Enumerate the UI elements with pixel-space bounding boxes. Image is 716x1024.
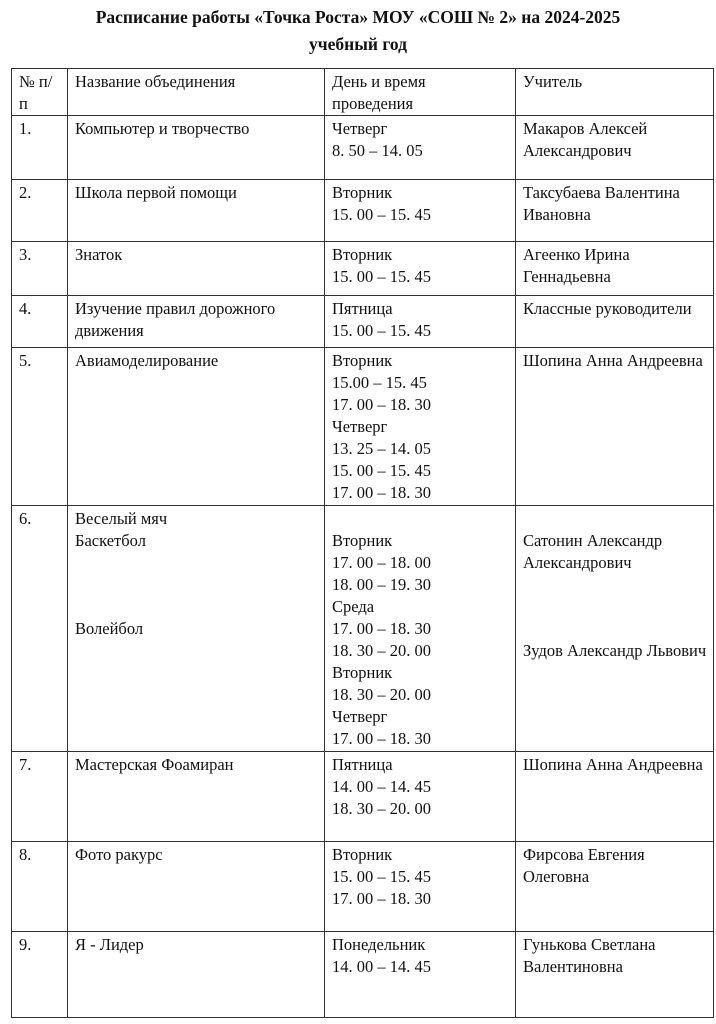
club-name — [68, 842, 325, 932]
teacher-text: Классные руководители — [523, 299, 692, 318]
schedule-time — [325, 842, 516, 932]
time-line: 15. 00 – 15. 45 — [332, 867, 431, 886]
time-line: Вторник — [332, 351, 393, 370]
time-line: 14. 00 – 14. 45 — [332, 777, 431, 796]
row-number: 7. — [12, 752, 68, 842]
table-row — [12, 506, 714, 752]
time-line: Четверг — [332, 707, 388, 726]
teacher-name — [516, 242, 714, 296]
table-row — [12, 242, 714, 296]
club-name-line: Веселый мяч — [75, 509, 168, 528]
teacher-text: Фирсова Евгения Олеговна — [523, 845, 645, 886]
time-line: Пятница — [332, 755, 393, 774]
schedule-time — [325, 180, 516, 242]
time-line: 18. 30 – 20. 00 — [332, 641, 431, 660]
schedule-time — [325, 296, 516, 348]
time-line: Вторник — [332, 183, 393, 202]
header-num: № п/п — [12, 69, 68, 116]
teacher-name — [516, 752, 714, 842]
row-number: 5. — [12, 348, 68, 506]
header-name: Название объединения — [68, 69, 325, 116]
teacher-name — [516, 932, 714, 1018]
teacher-name — [516, 116, 714, 180]
time-line: 18. 00 – 19. 30 — [332, 575, 431, 594]
club-name-text: Мастерская Фоамиран — [75, 755, 234, 774]
teacher-text: Шопина Анна Андреевна — [523, 351, 703, 370]
time-line: 17. 00 – 18. 00 — [332, 553, 431, 572]
time-line: 18. 30 – 20. 00 — [332, 685, 431, 704]
club-name — [68, 116, 325, 180]
row-number: 6. — [12, 506, 68, 752]
schedule-time — [325, 932, 516, 1018]
row-number: 1. — [12, 116, 68, 180]
table-row — [12, 180, 714, 242]
time-line: Вторник — [332, 663, 393, 682]
title-line-2: учебный год — [309, 34, 407, 54]
club-name-text: Я - Лидер — [75, 935, 144, 954]
club-name — [68, 752, 325, 842]
time-line: 15. 00 – 15. 45 — [332, 205, 431, 224]
teacher-name — [516, 506, 714, 752]
schedule-table — [11, 68, 714, 1018]
table-row — [12, 932, 714, 1018]
time-line: Вторник — [332, 531, 393, 550]
time-line: 17. 00 – 18. 30 — [332, 729, 431, 748]
club-name-text: Изучение правил дорожного движения — [75, 299, 276, 340]
time-line: Среда — [332, 597, 375, 616]
teacher-name — [516, 180, 714, 242]
time-line: 15. 00 – 15. 45 — [332, 321, 431, 340]
club-name-text: Фото ракурс — [75, 845, 163, 864]
time-line: Вторник — [332, 245, 393, 264]
club-name-text: Компьютер и творчество — [75, 119, 250, 138]
teacher-name — [516, 296, 714, 348]
club-name — [68, 242, 325, 296]
time-line: 17. 00 – 18. 30 — [332, 889, 431, 908]
time-line: Четверг — [332, 119, 388, 138]
time-line: Пятница — [332, 299, 393, 318]
teacher-text: Шопина Анна Андреевна — [523, 755, 703, 774]
title-line-1: Расписание работы «Точка Роста» МОУ «СОШ № 2» на 2024-2025 — [95, 7, 621, 27]
club-name — [68, 932, 325, 1018]
teacher-name — [516, 348, 714, 506]
club-name — [68, 348, 325, 506]
time-line: Понедельник — [332, 935, 426, 954]
row-number: 4. — [12, 296, 68, 348]
row-number: 2. — [12, 180, 68, 242]
club-name-text: Авиамоделирование — [75, 351, 219, 370]
time-line: Четверг — [332, 417, 388, 436]
schedule-time — [325, 348, 516, 506]
teacher-text: Таксубаева Валентина Ивановна — [523, 183, 680, 224]
header-teacher: Учитель — [516, 69, 714, 116]
time-line: 15. 00 – 15. 45 — [332, 461, 431, 480]
row-number: 9. — [12, 932, 68, 1018]
schedule-time — [325, 116, 516, 180]
teacher-text: Макаров Алексей Александрович — [523, 119, 648, 160]
time-line: 13. 25 – 14. 05 — [332, 439, 431, 458]
table-row — [12, 348, 714, 506]
club-name-line: Баскетбол — [75, 531, 146, 550]
schedule-time — [325, 752, 516, 842]
schedule-time — [325, 242, 516, 296]
row-number: 3. — [12, 242, 68, 296]
time-line: 8. 50 – 14. 05 — [332, 141, 423, 160]
table-row — [12, 116, 714, 180]
header-time: День и время проведения — [325, 69, 516, 116]
teacher-text: Зудов Александр Львович — [523, 641, 707, 660]
club-name — [68, 296, 325, 348]
page-title — [0, 4, 716, 58]
time-line: 15. 00 – 15. 45 — [332, 267, 431, 286]
club-name — [68, 180, 325, 242]
schedule-time — [325, 506, 516, 752]
time-line: 17. 00 – 18. 30 — [332, 395, 431, 414]
time-line: 17. 00 – 18. 30 — [332, 483, 431, 502]
teacher-text: Сатонин Александр Александрович — [523, 531, 663, 572]
club-name-text: Знаток — [75, 245, 123, 264]
teacher-text: Гунькова Светлана Валентиновна — [523, 935, 656, 976]
club-name-text: Волейбол — [75, 619, 144, 638]
time-line: 18. 30 – 20. 00 — [332, 799, 431, 818]
table-row — [12, 752, 714, 842]
club-name — [68, 506, 325, 752]
schedule-body — [12, 116, 714, 1018]
club-name-text: Школа первой помощи — [75, 183, 237, 202]
time-line: 14. 00 – 14. 45 — [332, 957, 431, 976]
table-row — [12, 842, 714, 932]
teacher-text: Агеенко Ирина Геннадьевна — [523, 245, 630, 286]
table-header-row — [12, 69, 714, 116]
time-line: 17. 00 – 18. 30 — [332, 619, 431, 638]
table-row — [12, 296, 714, 348]
row-number: 8. — [12, 842, 68, 932]
time-line: 15.00 – 15. 45 — [332, 373, 427, 392]
teacher-name — [516, 842, 714, 932]
time-line: Вторник — [332, 845, 393, 864]
